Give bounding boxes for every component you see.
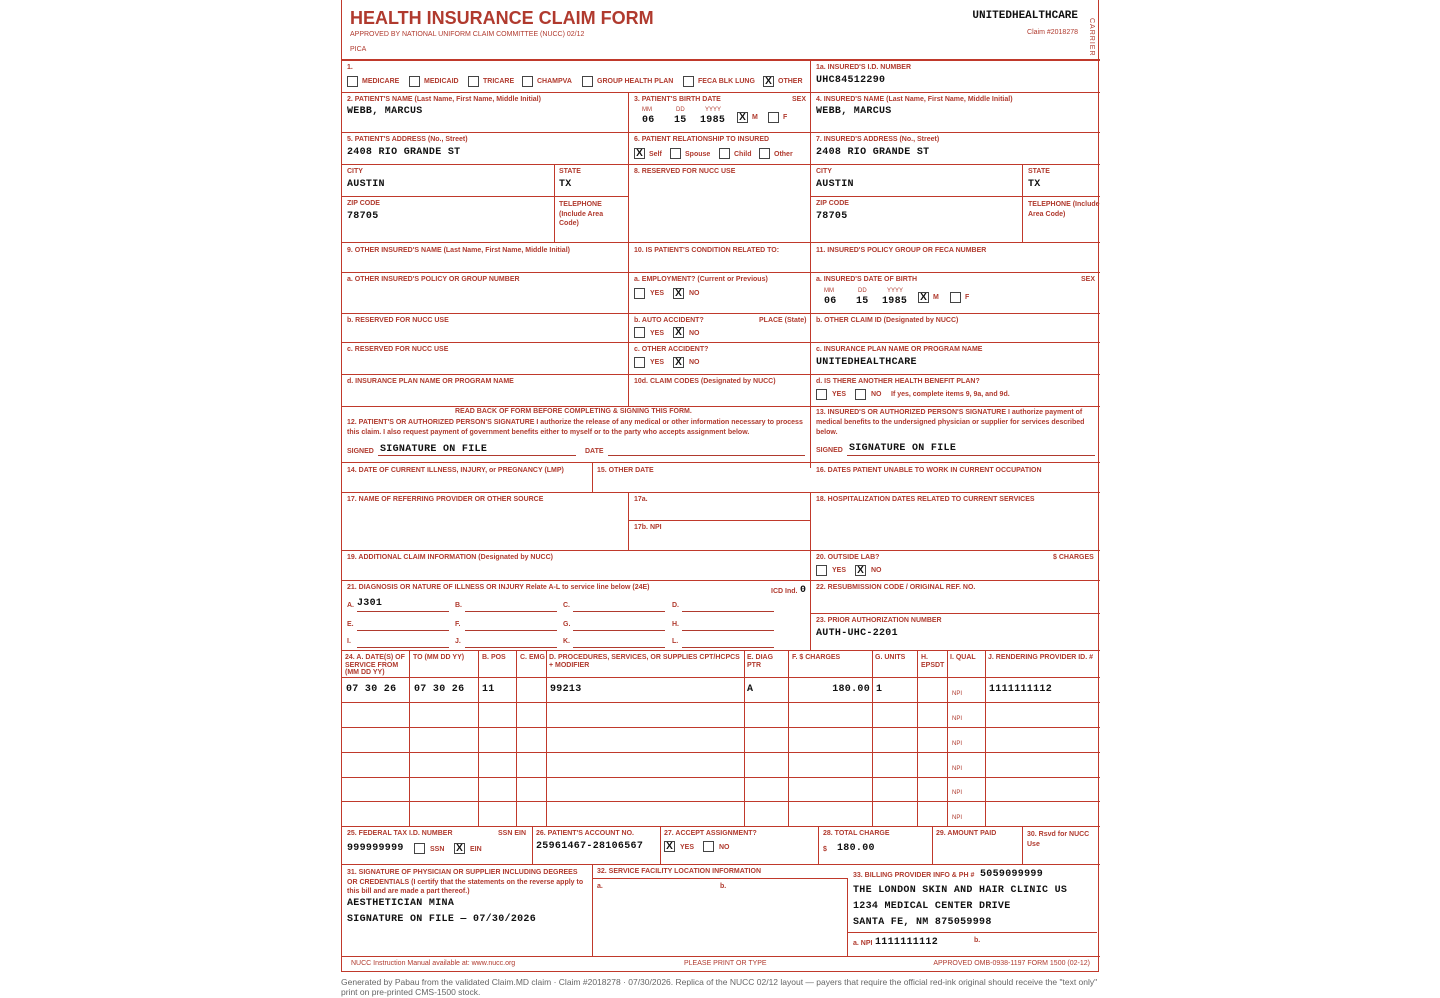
box16-label: 16. DATES PATIENT UNABLE TO WORK IN CURRENT OCCUPATION <box>816 467 1042 474</box>
insured-sex-m-label: M <box>933 294 939 301</box>
total-charge-value: 180.00 <box>837 843 875 854</box>
auto-no-label: NO <box>689 330 700 337</box>
approval-line: APPROVED BY NATIONAL UNIFORM CLAIM COMMITTEE (NUCC) 02/12 <box>350 31 585 38</box>
diag-letter: H. <box>672 621 679 628</box>
rel-self-checkbox[interactable]: X <box>634 148 645 159</box>
col-g-label: G. UNITS <box>875 654 906 661</box>
icd-ind-label: ICD Ind. <box>771 588 798 595</box>
box32-b-label: b. <box>720 883 727 890</box>
box5-label: 5. PATIENT'S ADDRESS (No., Street) <box>347 136 468 143</box>
ssn-checkbox[interactable] <box>414 843 425 854</box>
box12-signed-label: SIGNED <box>347 448 374 455</box>
patient-signature-value: SIGNATURE ON FILE <box>380 444 488 455</box>
npi-qualifier: NPI <box>952 815 963 821</box>
box20-label: 20. OUTSIDE LAB? <box>816 554 880 561</box>
insurance-feca-blk-lung-checkbox[interactable] <box>683 76 694 87</box>
col-c-label: C. EMG <box>520 654 545 661</box>
diag-letter: E. <box>347 621 354 628</box>
insured-city-value: AUSTIN <box>816 179 854 190</box>
insured-dob-dd: 15 <box>856 296 869 307</box>
box29-label: 29. AMOUNT PAID <box>936 830 997 837</box>
box19-label: 19. ADDITIONAL CLAIM INFORMATION (Designated by NUCC) <box>347 554 553 561</box>
icd-ind-value: 0 <box>800 585 807 596</box>
box2-label: 2. PATIENT'S NAME (Last Name, First Name, Middle Initial) <box>347 96 541 103</box>
box11a-mm-label: MM <box>824 288 834 294</box>
ein-checkbox[interactable]: X <box>454 843 465 854</box>
diag-code: J301 <box>357 598 383 609</box>
other-plan-yes-label: YES <box>832 391 847 398</box>
insurance-type-label: TRICARE <box>483 78 515 85</box>
other-plan-no-checkbox[interactable] <box>855 389 866 400</box>
diag-letter: G. <box>563 621 571 628</box>
insured-dob-yyyy: 1985 <box>882 296 908 307</box>
prior-auth-value: AUTH-UHC-2201 <box>816 628 898 639</box>
insured-zip-label: ZIP CODE <box>816 200 849 207</box>
box14-label: 14. DATE OF CURRENT ILLNESS, INJURY, or PREGNANCY (LMP) <box>347 467 564 474</box>
col-i-label: I. QUAL <box>950 654 976 661</box>
box17-label: 17. NAME OF REFERRING PROVIDER OR OTHER SOURCE <box>347 496 544 503</box>
col-d-label: D. PROCEDURES, SERVICES, OR SUPPLIES CPT/HCPCS + MODIFIER <box>549 654 740 669</box>
insured-state-label: STATE <box>1028 168 1050 175</box>
insurance-type-label: CHAMPVA <box>537 78 572 85</box>
box12-label: 12. PATIENT'S OR AUTHORIZED PERSON'S SIGNATURE I authorize the release of any medical or other information necessary to process this claim. I also request payment of government benefits either to myself or to the party who accepts assignment below. <box>347 419 803 436</box>
box3-yyyy-label: YYYY <box>705 107 722 113</box>
ein-label: EIN <box>470 846 482 853</box>
rel-other-checkbox[interactable] <box>759 148 770 159</box>
box11c-label: c. INSURANCE PLAN NAME OR PROGRAM NAME <box>816 346 983 353</box>
patient-tel-label: TELEPHONE (Include Area Code) <box>559 201 604 227</box>
insured-sex-f-label: F <box>965 294 970 301</box>
accept-yes-checkbox[interactable]: X <box>664 841 675 852</box>
box28-label: 28. TOTAL CHARGE <box>823 830 890 837</box>
sex-f-label: F <box>783 114 788 121</box>
insurance-type-label: MEDICARE <box>362 78 400 85</box>
birth-mm-value: 06 <box>642 115 655 126</box>
box10-label: 10. IS PATIENT'S CONDITION RELATED TO: <box>634 247 780 254</box>
diag-letter: B. <box>455 602 462 609</box>
npi-qualifier: NPI <box>952 741 963 747</box>
insurance-type-label: GROUP HEALTH PLAN <box>597 78 674 85</box>
other-accident-no-label: NO <box>689 359 700 366</box>
line1-to: 07 30 26 <box>414 684 465 695</box>
line1-diag-ptr: A <box>747 684 754 695</box>
box1a-label: 1a. INSURED'S I.D. NUMBER <box>816 64 912 71</box>
col-j-label: J. RENDERING PROVIDER ID. # <box>988 654 1094 661</box>
insurance-group-health-plan-checkbox[interactable] <box>582 76 593 87</box>
box22-label: 22. RESUBMISSION CODE / ORIGINAL REF. NO. <box>816 584 976 591</box>
box9d-label: d. INSURANCE PLAN NAME OR PROGRAM NAME <box>347 378 514 385</box>
box21-label: 21. DIAGNOSIS OR NATURE OF ILLNESS OR INJURY Relate A-L to service line below (24E) <box>347 584 650 591</box>
insurance-type-label: OTHER <box>778 78 803 85</box>
print-notice: PLEASE PRINT OR TYPE <box>684 960 767 967</box>
billing-line1: THE LONDON SKIN AND HAIR CLINIC US <box>853 885 1068 896</box>
insurance-type-label: MEDICAID <box>424 78 459 85</box>
rel-other-label: Other <box>774 151 793 158</box>
box18-label: 18. HOSPITALIZATION DATES RELATED TO CURRENT SERVICES <box>816 496 1035 503</box>
box10a-label: a. EMPLOYMENT? (Current or Previous) <box>634 276 768 283</box>
box9b-label: b. RESERVED FOR NUCC USE <box>347 317 449 324</box>
insured-id-value: UHC84512290 <box>816 75 886 86</box>
rel-child-checkbox[interactable] <box>719 148 730 159</box>
insured-city-label: CITY <box>816 168 832 175</box>
npi-qualifier: NPI <box>952 691 963 697</box>
billing-line2: 1234 MEDICAL CENTER DRIVE <box>853 901 1011 912</box>
outside-lab-no-label: NO <box>871 567 882 574</box>
rel-self-label: Self <box>649 151 662 158</box>
npi-qualifier: NPI <box>952 790 963 796</box>
col-f-label: F. $ CHARGES <box>792 654 841 661</box>
box10b-label: b. AUTO ACCIDENT? <box>634 317 704 324</box>
line1-charge: 180.00 <box>832 684 870 695</box>
diag-letter: L. <box>672 638 679 645</box>
box10b-place-label: PLACE (State) <box>759 317 807 324</box>
insured-sex-f-checkbox[interactable] <box>950 292 961 303</box>
insurance-other-checkbox[interactable]: X <box>763 76 774 87</box>
box13-signed-label: SIGNED <box>816 447 843 454</box>
rel-spouse-checkbox[interactable] <box>670 148 681 159</box>
col-h-label: H. EPSDT <box>921 654 945 669</box>
box30-label: 30. Rsvd for NUCC Use <box>1027 831 1090 848</box>
npi-qualifier: NPI <box>952 766 963 772</box>
patient-city-value: AUSTIN <box>347 179 385 190</box>
box1-label: 1. <box>347 64 353 71</box>
insurance-medicaid-checkbox[interactable] <box>409 76 420 87</box>
box11a-sex-label: SEX <box>1081 276 1096 283</box>
box11a-yyyy-label: YYYY <box>887 288 904 294</box>
other-accident-no-checkbox[interactable]: X <box>673 357 684 368</box>
footnote: Generated by Pabau from the validated Claim.MD claim · Claim #2018278 · 07/30/2026. Replica of the NUCC 02/12 layout — payers that require the official red-ink original should receive the "text only" print on pre-printed CMS-1500 stock. <box>341 977 1098 997</box>
patient-zip-label: ZIP CODE <box>347 200 380 207</box>
physician-signature-value: SIGNATURE ON FILE — 07/30/2026 <box>347 914 537 925</box>
box6-label: 6. PATIENT RELATIONSHIP TO INSURED <box>634 136 770 143</box>
line1-cpt: 99213 <box>550 684 582 695</box>
box31-label: 31. SIGNATURE OF PHYSICIAN OR SUPPLIER INCLUDING DEGREES OR CREDENTIALS (I certify that the statements on the reverse apply to this bill and are made a part thereof.) <box>347 869 584 895</box>
employment-no-checkbox[interactable]: X <box>673 288 684 299</box>
insurance-plan-value: UNITEDHEALTHCARE <box>816 357 917 368</box>
outside-lab-yes-label: YES <box>832 567 847 574</box>
read-back-title: READ BACK OF FORM BEFORE COMPLETING & SIGNING THIS FORM. <box>455 408 692 415</box>
billing-npi-value: 1111111112 <box>875 937 939 948</box>
box20-charges-label: $ CHARGES <box>1053 554 1094 561</box>
physician-name-value: AESTHETICIAN MINA <box>347 898 455 909</box>
col-to-label: TO (MM DD YY) <box>413 654 465 661</box>
other-plan-no-label: NO <box>871 391 882 398</box>
other-accident-yes-label: YES <box>650 359 665 366</box>
accept-no-label: NO <box>719 844 730 851</box>
patient-city-label: CITY <box>347 168 363 175</box>
patient-state-value: TX <box>559 179 572 190</box>
claim-number: Claim #2018278 <box>1027 29 1078 36</box>
box32-a-label: a. <box>597 883 603 890</box>
box15-label: 15. OTHER DATE <box>597 467 654 474</box>
sex-f-checkbox[interactable] <box>768 112 779 123</box>
insurance-tricare-checkbox[interactable] <box>468 76 479 87</box>
accept-no-checkbox[interactable] <box>703 841 714 852</box>
ssn-label: SSN <box>430 846 445 853</box>
insured-zip-value: 78705 <box>816 211 848 222</box>
box26-label: 26. PATIENT'S ACCOUNT NO. <box>536 830 634 837</box>
box17a-label: 17a. <box>634 496 648 503</box>
box12-date-label: DATE <box>585 448 604 455</box>
box3-sex-label: SEX <box>792 96 807 103</box>
box9c-label: c. RESERVED FOR NUCC USE <box>347 346 449 353</box>
auto-yes-checkbox[interactable] <box>634 327 645 338</box>
tax-id-value: 999999999 <box>347 843 404 854</box>
line1-from: 07 30 26 <box>346 684 397 695</box>
carrier-side-label: CARRIER <box>1088 18 1095 57</box>
other-plan-note: If yes, complete items 9, 9a, and 9d. <box>891 391 1010 398</box>
insured-address-value: 2408 RIO GRANDE ST <box>816 147 930 158</box>
patient-address-value: 2408 RIO GRANDE ST <box>347 147 461 158</box>
box7-label: 7. INSURED'S ADDRESS (No., Street) <box>816 136 940 143</box>
insured-tel-label: TELEPHONE (Include Area Code) <box>1028 201 1100 218</box>
box11b-label: b. OTHER CLAIM ID (Designated by NUCC) <box>816 317 959 324</box>
box3-mm-label: MM <box>642 107 652 113</box>
col-a-label: 24. A. DATE(S) OF SERVICE FROM (MM DD YY) <box>345 654 405 676</box>
box33-label: 33. BILLING PROVIDER INFO & PH # <box>853 872 975 879</box>
box11a-dd-label: DD <box>858 288 867 294</box>
rel-spouse-label: Spouse <box>685 151 711 158</box>
auto-no-checkbox[interactable]: X <box>673 327 684 338</box>
patient-name-value: WEBB, MARCUS <box>347 106 423 117</box>
diag-letter: D. <box>672 602 679 609</box>
sex-m-checkbox[interactable]: X <box>737 112 748 123</box>
box4-label: 4. INSURED'S NAME (Last Name, First Name, Middle Initial) <box>816 96 1013 103</box>
nucc-manual-link[interactable]: NUCC Instruction Manual available at: www.nucc.org <box>351 960 516 967</box>
npi-qualifier: NPI <box>952 716 963 722</box>
line1-provider: 1111111112 <box>989 684 1053 695</box>
diag-letter: J. <box>455 638 461 645</box>
diag-letter: I. <box>347 638 351 645</box>
insured-signature-value: SIGNATURE ON FILE <box>849 443 957 454</box>
box11d-label: d. IS THERE ANOTHER HEALTH BENEFIT PLAN? <box>816 378 980 385</box>
auto-yes-label: YES <box>650 330 665 337</box>
outside-lab-no-checkbox[interactable]: X <box>855 565 866 576</box>
claim-form <box>341 0 1099 972</box>
insurance-champva-checkbox[interactable] <box>522 76 533 87</box>
employment-yes-label: YES <box>650 290 665 297</box>
diag-letter: K. <box>563 638 570 645</box>
col-e-label: E. DIAG PTR <box>747 654 774 669</box>
box32-label: 32. SERVICE FACILITY LOCATION INFORMATION <box>597 868 761 875</box>
box25-label: 25. FEDERAL TAX I.D. NUMBER <box>347 830 453 837</box>
insured-dob-mm: 06 <box>824 296 837 307</box>
account-no-value: 25961467-28106567 <box>536 841 644 852</box>
sex-m-label: M <box>752 114 758 121</box>
box11a-label: a. INSURED'S DATE OF BIRTH <box>816 276 918 283</box>
box17b-label: 17b. NPI <box>634 524 662 531</box>
other-accident-yes-checkbox[interactable] <box>634 357 645 368</box>
patient-state-label: STATE <box>559 168 581 175</box>
box8-label: 8. RESERVED FOR NUCC USE <box>634 168 736 175</box>
box33-b-label: b. <box>974 937 981 944</box>
box11-label: 11. INSURED'S POLICY GROUP OR FECA NUMBER <box>816 247 987 254</box>
box9-label: 9. OTHER INSURED'S NAME (Last Name, First Name, Middle Initial) <box>347 247 570 254</box>
carrier-name: UNITEDHEALTHCARE <box>972 10 1078 22</box>
insured-sex-m-checkbox[interactable]: X <box>918 292 929 303</box>
box13-label: 13. INSURED'S OR AUTHORIZED PERSON'S SIGNATURE I authorize payment of medical benefits to the undersigned physician or supplier for services described below. <box>816 409 1085 436</box>
insurance-medicare-checkbox[interactable] <box>347 76 358 87</box>
patient-zip-value: 78705 <box>347 211 379 222</box>
box9a-label: a. OTHER INSURED'S POLICY OR GROUP NUMBER <box>347 276 520 283</box>
employment-no-label: NO <box>689 290 700 297</box>
line1-pos: 11 <box>482 684 495 695</box>
birth-dd-value: 15 <box>674 115 687 126</box>
accept-yes-label: YES <box>680 844 695 851</box>
billing-phone-value: 5059099999 <box>980 869 1044 880</box>
pica-label: PICA <box>350 46 367 53</box>
employment-yes-checkbox[interactable] <box>634 288 645 299</box>
diag-letter: A. <box>347 602 354 609</box>
insured-state-value: TX <box>1028 179 1041 190</box>
box10c-label: c. OTHER ACCIDENT? <box>634 346 709 353</box>
outside-lab-yes-checkbox[interactable] <box>816 565 827 576</box>
line1-units: 1 <box>876 684 883 695</box>
insurance-type-label: FECA BLK LUNG <box>698 78 755 85</box>
box10d-label: 10d. CLAIM CODES (Designated by NUCC) <box>634 378 776 385</box>
diag-letter: F. <box>455 621 461 628</box>
box3-label: 3. PATIENT'S BIRTH DATE <box>634 96 721 103</box>
box25-ssn-ein-label: SSN EIN <box>498 830 527 837</box>
col-b-label: B. POS <box>482 654 506 661</box>
box27-label: 27. ACCEPT ASSIGNMENT? <box>664 830 757 837</box>
form-title: HEALTH INSURANCE CLAIM FORM <box>350 8 654 28</box>
diag-letter: C. <box>563 602 570 609</box>
billing-line3: SANTA FE, NM 875059998 <box>853 917 992 928</box>
box28-dollar: $ <box>823 846 827 853</box>
other-plan-yes-checkbox[interactable] <box>816 389 827 400</box>
box3-dd-label: DD <box>676 107 685 113</box>
insured-name-value: WEBB, MARCUS <box>816 106 892 117</box>
box33-npi-label: a. NPI <box>853 940 873 947</box>
birth-yyyy-value: 1985 <box>700 115 726 126</box>
box23-label: 23. PRIOR AUTHORIZATION NUMBER <box>816 617 942 624</box>
rel-child-label: Child <box>734 151 752 158</box>
omb-approval: APPROVED OMB-0938-1197 FORM 1500 (02-12) <box>933 960 1090 967</box>
